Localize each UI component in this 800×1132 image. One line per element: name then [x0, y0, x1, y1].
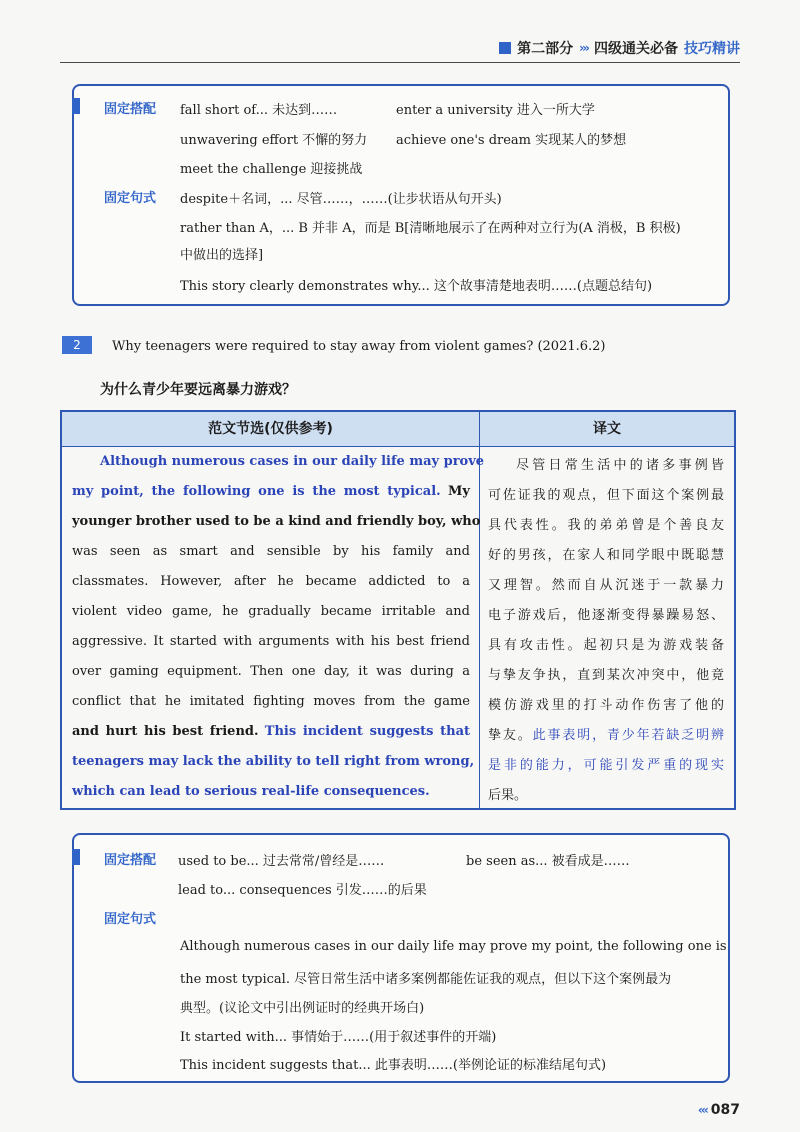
essay-line: conflict that he imitated fighting moves from the game: [72, 694, 470, 709]
chevrons-right-icon: ›››: [579, 41, 588, 55]
section-title-highlight: 技巧精讲: [684, 41, 740, 57]
translation-line: 模仿游戏里的打斗动作伤害了他的: [488, 698, 724, 713]
collocation: lead to... consequences 引发……的后果: [178, 883, 427, 898]
collocation: unwavering effort 不懈的努力: [180, 133, 368, 148]
sentences-label: 固定句式: [104, 912, 157, 927]
part-label: 第二部分: [517, 41, 574, 57]
page-number-value: 087: [710, 1102, 740, 1118]
phrase-box-1: [72, 84, 730, 306]
sentence-pattern: This incident suggests that... 此事表明……(举例论证的标准结尾句式): [180, 1058, 607, 1073]
collocation: used to be... 过去常常/曾经是……: [178, 854, 385, 869]
collocations-label: 固定搭配: [104, 102, 157, 117]
translation-line: 好的男孩，在家人和同学眼中既聪慧: [488, 548, 724, 563]
collocation: meet the challenge 迎接挑战: [180, 162, 363, 177]
table-column-divider: [479, 412, 480, 808]
essay-line: classmates. However, after he became addicted to a: [72, 574, 470, 589]
essay-line: Although numerous cases in our daily life may prove: [100, 454, 485, 469]
essay-line: which can lead to serious real-life consequences.: [72, 784, 430, 799]
square-marker-icon: [499, 42, 511, 54]
collocation: fall short of... 未达到……: [180, 103, 338, 118]
translation-line: 尽管日常生活中的诸多事例皆: [516, 458, 724, 473]
essay-line: aggressive. It started with arguments with his best friend: [72, 634, 470, 649]
sentence-pattern: 中做出的选择]: [180, 248, 264, 263]
header-divider: [60, 62, 740, 63]
sentence-pattern: This story clearly demonstrates why... 这个故事清楚地表明……(点题总结句): [180, 279, 653, 294]
translation-line: 具有攻击性。起初只是为游戏装备: [488, 638, 724, 653]
box-tab-marker-icon: [72, 849, 80, 865]
page-header: [0, 0, 800, 80]
essay-line: my point, the following one is the most typical. My: [72, 484, 470, 499]
translation-line: 电子游戏后，他逐渐变得暴躁易怒、: [488, 608, 724, 623]
table-header-right: 译文: [480, 412, 734, 447]
chevrons-left-icon: ‹‹‹: [697, 1103, 707, 1117]
translation-line: 后果。: [488, 788, 528, 803]
question-number-badge: 2: [62, 336, 92, 354]
question-translation: 为什么青少年要远离暴力游戏？: [100, 382, 296, 398]
translation-line: 可佐证我的观点，但下面这个案例最: [488, 488, 724, 503]
sentence-pattern: the most typical. 尽管日常生活中诸多案例都能佐证我的观点，但以下这个案例最为: [180, 972, 672, 987]
sentences-label: 固定句式: [104, 191, 157, 206]
phrase-box-2: [72, 833, 730, 1083]
collocation: be seen as... 被看成是……: [466, 854, 630, 869]
question-text: Why teenagers were required to stay away from violent games? (2021.6.2): [112, 339, 606, 354]
essay-line: violent video game, he gradually became irritable and: [72, 604, 470, 619]
sentence-pattern: 典型。(议论文中引出例证时的经典开场白): [180, 1001, 425, 1016]
sentence-pattern: It started with... 事情始于……(用于叙述事件的开端): [180, 1030, 497, 1045]
essay-line: and hurt his best friend. This incident suggests that: [72, 724, 470, 739]
sentence-pattern: rather than A，... B 并非 A，而是 B[清晰地展示了在两种对立行为(A 消极，B 积极): [180, 221, 681, 236]
page-number: [698, 1102, 740, 1118]
essay-line: over gaming equipment. Then one day, it was during a: [72, 664, 470, 679]
translation-line: 与挚友争执，直到某次冲突中，他竟: [488, 668, 724, 683]
translation-line: 是非的能力，可能引发严重的现实: [488, 758, 724, 773]
section-title-bar: [499, 38, 740, 58]
sentence-pattern: Although numerous cases in our daily life may prove my point, the following one is: [180, 939, 727, 954]
collocation: enter a university 进入一所大学: [396, 103, 595, 118]
translation-line: 又理智。然而自从沉迷于一款暴力: [488, 578, 724, 593]
collocations-label: 固定搭配: [104, 853, 157, 868]
table-header-left: 范文节选(仅供参考): [62, 412, 479, 447]
translation-line: 挚友。此事表明，青少年若缺乏明辨: [488, 728, 724, 743]
collocation: achieve one's dream 实现某人的梦想: [396, 133, 627, 148]
essay-line: was seen as smart and sensible by his family and: [72, 544, 470, 559]
box-tab-marker-icon: [72, 98, 80, 114]
section-title: 四级通关必备: [594, 41, 678, 57]
sentence-pattern: despite＋名词，... 尽管……，……(让步状语从句开头): [180, 192, 502, 207]
essay-line: younger brother used to be a kind and friendly boy, who: [72, 514, 481, 529]
translation-line: 具代表性。我的弟弟曾是个善良友: [488, 518, 724, 533]
essay-line: teenagers may lack the ability to tell right from wrong,: [72, 754, 475, 769]
sample-essay-table: [60, 410, 736, 810]
